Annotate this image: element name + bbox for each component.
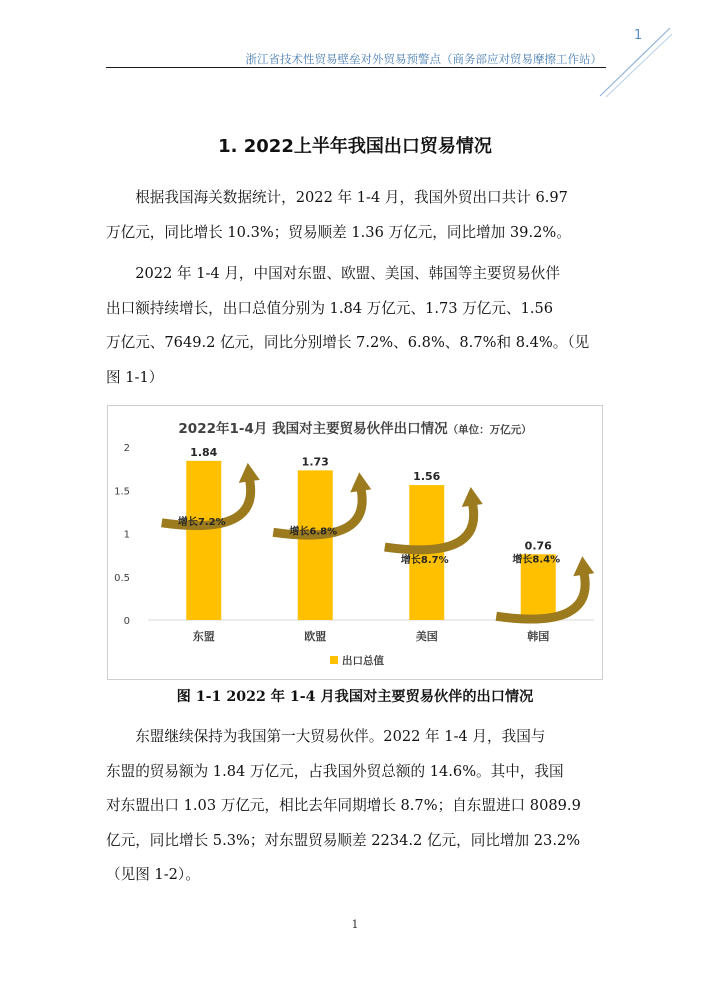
data-label: 1.73 <box>301 455 329 469</box>
section-title: 1. 2022上半年我国出口贸易情况 <box>218 136 492 157</box>
y-tick-label: 0 <box>123 616 130 627</box>
category-label: 欧盟 <box>304 630 327 643</box>
y-tick-label: 0.5 <box>114 572 130 584</box>
paragraph-2 <box>106 257 602 395</box>
growth-arrow-head-1 <box>350 472 371 492</box>
paragraph-line: 万亿元，同比增长 10.3%；贸易顺差 1.36 万亿元，同比增加 39.2%。 <box>106 223 571 241</box>
header-text: 浙江省技术性贸易壁垒对外贸易预警点（商务部应对贸易摩擦工作站） <box>245 52 602 66</box>
y-tick-label: 1.5 <box>114 486 130 498</box>
chart-container <box>107 405 603 680</box>
page-number: 1 <box>351 918 359 931</box>
y-tick-label: 1 <box>123 529 130 541</box>
paragraph-line: 2022 年 1-4 月，中国对东盟、欧盟、美国、韩国等主要贸易伙伴 <box>135 265 560 282</box>
category-label: 美国 <box>415 630 438 643</box>
paragraph-line: 万亿元、7649.2 亿元，同比分别增长 7.2%、6.8%、8.7%和 8.4%。（见 <box>106 334 590 351</box>
paragraph-line: 对东盟出口 1.03 万亿元，相比去年同期增长 8.7%；自东盟进口 8089.9 <box>106 797 581 814</box>
header-page-label: 1 <box>634 28 643 43</box>
paragraph-3 <box>106 720 602 893</box>
growth-label: 增长6.8% <box>289 526 338 538</box>
data-label: 1.56 <box>413 470 441 484</box>
growth-arrow-head-2 <box>462 487 483 507</box>
paragraph-line: 东盟继续保持为我国第一大贸易伙伴。2022 年 1-4 月，我国与 <box>135 728 546 745</box>
paragraph-line: 亿元，同比增长 5.3%；对东盟贸易顺差 2234.2 亿元，同比增加 23.2% <box>106 831 581 849</box>
growth-arrow-head-3 <box>573 556 594 576</box>
paragraph-line: 根据我国海关数据统计，2022 年 1-4 月，我国外贸出口共计 6.97 <box>135 189 568 206</box>
data-label: 1.84 <box>190 445 218 459</box>
y-tick-label: 2 <box>123 443 130 454</box>
bar-0 <box>186 461 221 620</box>
data-label: 0.76 <box>524 539 552 553</box>
header-rule <box>106 67 606 68</box>
growth-label: 增长7.2% <box>177 516 226 528</box>
legend-label: 出口总值 <box>342 655 384 667</box>
paragraph-1 <box>106 181 602 250</box>
growth-label: 增长8.7% <box>400 555 449 567</box>
chart-title: 2022年1-4月 我国对主要贸易伙伴出口情况（单位：万亿元） <box>178 421 532 437</box>
bar-1 <box>298 470 333 620</box>
paragraph-line: （见图 1-2）。 <box>106 866 200 883</box>
paragraph-line: 出口额持续增长，出口总值分别为 1.84 万亿元、1.73 万亿元、1.56 <box>106 299 554 317</box>
paragraph-line: 东盟的贸易额为 1.84 万亿元，占我国外贸总额的 14.6%。其中，我国 <box>106 762 564 780</box>
paragraph-line: 图 1-1） <box>106 368 164 386</box>
growth-label: 增长8.4% <box>512 554 561 566</box>
category-label: 韩国 <box>527 630 550 643</box>
growth-arrow-head-0 <box>239 463 260 483</box>
figure-caption: 图 1-1 2022 年 1-4 月我国对主要贸易伙伴的出口情况 <box>176 689 534 705</box>
legend-swatch <box>330 656 338 664</box>
category-label: 东盟 <box>192 630 215 643</box>
bar-chart <box>108 406 602 679</box>
